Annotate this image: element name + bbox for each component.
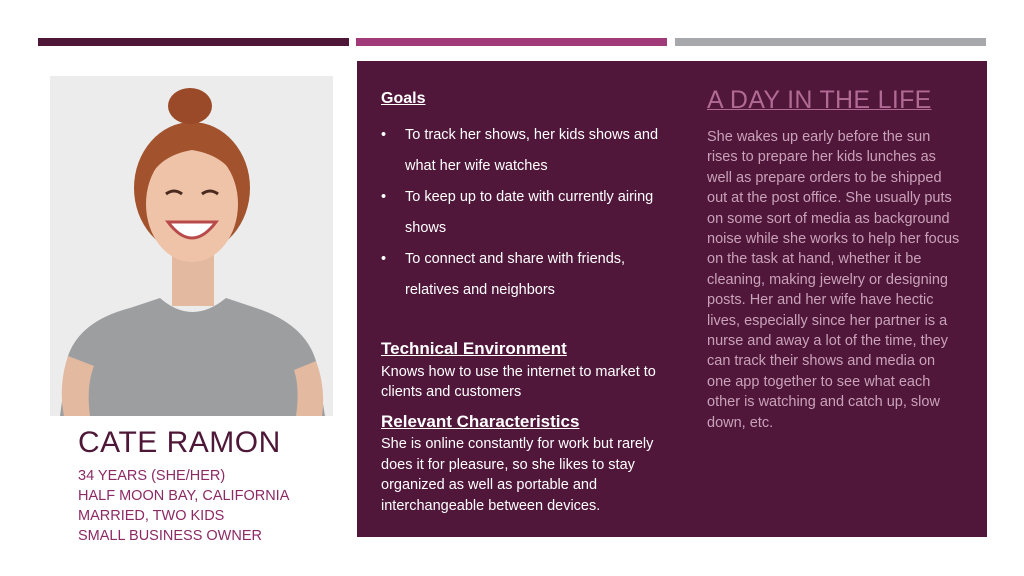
persona-family: MARRIED, TWO KIDS xyxy=(78,508,225,524)
persona-occupation: SMALL BUSINESS OWNER xyxy=(78,528,262,544)
goals-title: Goals xyxy=(381,90,426,107)
persona-age: 34 YEARS (SHE/HER) xyxy=(78,468,226,484)
relevant-characteristics-text: She is online constantly for work but rarely does it for pleasure, so she likes to stay organized as well as portable and interchangeable between devices. xyxy=(381,436,654,514)
persona-location: HALF MOON BAY, CALIFORNIA xyxy=(78,488,290,504)
persona-photo xyxy=(50,76,333,416)
goal-item: • To track her shows, her kids shows and what her wife watches xyxy=(381,120,681,182)
persona-details xyxy=(78,466,289,546)
technical-environment-title: Technical Environment xyxy=(381,339,567,358)
relevant-characteristics-title: Relevant Characteristics xyxy=(381,412,580,431)
technical-environment-text: Knows how to use the internet to market to clients and customers xyxy=(381,364,656,400)
goals-list xyxy=(381,120,681,306)
goal-item: • To keep up to date with currently airing shows xyxy=(381,182,681,244)
top-bar-magenta xyxy=(356,38,667,46)
day-in-life-title: A DAY IN THE LIFE xyxy=(707,86,932,114)
persona-name: CATE RAMON xyxy=(78,426,281,459)
persona-photo-illustration xyxy=(50,76,333,416)
top-bar-gray xyxy=(675,38,986,46)
goal-item: • To connect and share with friends, relatives and neighbors xyxy=(381,244,681,306)
day-in-life-text: She wakes up early before the sun rises to prepare her kids lunches as well as prepare orders to be shipped out at the post office. She usually puts on some sort of media as background noise while she works to help her focus on the task at hand, whether it be cleaning, making jewelry or designing posts. Her and her wife have hectic lives, especially since her partner is a nurse and away a lot of the time, they can track their shows and media on one app together to see what each other is watching and catch up, slow down, etc. xyxy=(707,129,960,431)
top-bar-dark xyxy=(38,38,349,46)
